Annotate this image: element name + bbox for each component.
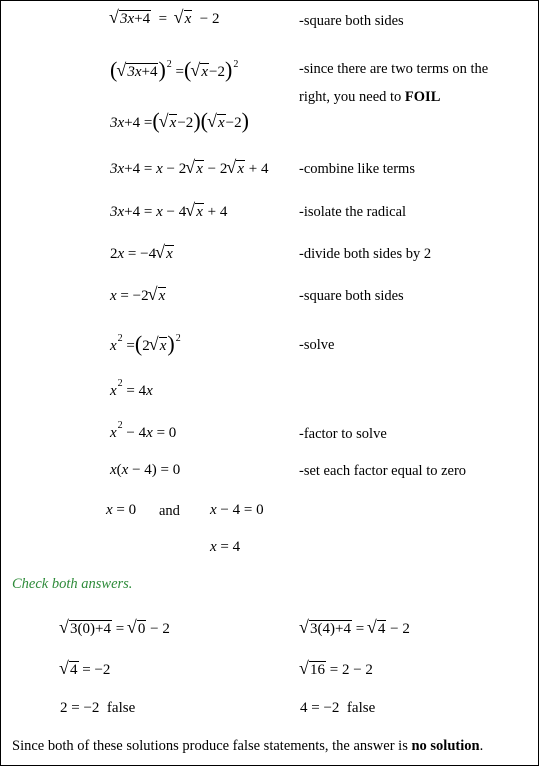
check-zero-substitution: √ 3(0)+4 = √ 0 − 2: [60, 620, 170, 638]
check-zero-simplified: √ 4 = −2: [60, 661, 110, 679]
step-note-prefix: right, you need to: [299, 89, 405, 105]
radical: √ x: [175, 10, 193, 28]
false-label: false: [346, 700, 376, 716]
step-note: -factor to solve: [299, 426, 387, 442]
step-note: -combine like terms: [299, 161, 415, 177]
conclusion-suffix: .: [479, 738, 484, 754]
check-zero-result: 2 = −2 false: [60, 700, 136, 716]
and-word: and: [159, 503, 180, 519]
step-note: -square both sides: [299, 13, 404, 29]
radical: √ x: [150, 337, 168, 355]
final-answer: no solution: [411, 738, 480, 754]
equation-combined: 3x+4 = x − 4√ x + 4: [110, 203, 227, 221]
check-four-substitution: √ 3(4)+4 = √ 4 − 2: [300, 620, 410, 638]
equation-factored: x(x − 4) = 0: [110, 462, 181, 478]
step-note: -square both sides: [299, 288, 404, 304]
solution-zero: x = 0: [106, 502, 137, 518]
check-four-result: 4 = −2 false: [300, 700, 376, 716]
step-note: -isolate the radical: [299, 204, 407, 220]
conclusion: [12, 738, 483, 755]
conclusion-prefix: Since both of these solutions produce false statements, the answer is: [12, 738, 412, 754]
check-four-simplified: √ 16 = 2 − 2: [300, 661, 373, 679]
equation-divided: x = −2√ x: [110, 287, 166, 305]
equation-squared-again: $x^2 =(2√$ x)$^2$: [110, 330, 181, 356]
radical: √ 4: [368, 620, 387, 638]
radical: √ 0: [128, 620, 147, 638]
radical: √ 3x+4: [110, 10, 151, 28]
radical: √ x: [208, 114, 226, 132]
step-note: -set each factor equal to zero: [299, 463, 467, 479]
step-note: -since there are two terms on the: [299, 61, 489, 77]
radical: √ x: [186, 203, 204, 221]
equation-foil: 3x+4 =(√ x−2)(√ x−2): [110, 107, 249, 133]
radical: √ 3(0)+4: [60, 620, 112, 638]
radical: √ 16: [300, 661, 326, 679]
equation-isolated: 2x = −4√ x: [110, 245, 174, 263]
equation-squared: (√ 3x+4)$^2$ =(√ x−2)$^2$: [110, 56, 238, 82]
foil-keyword: FOIL: [404, 89, 441, 105]
radical: √ 3x+4: [117, 63, 158, 81]
false-label: false: [106, 700, 136, 716]
radical: √ 4: [60, 661, 79, 679]
equation-standard-form: $x^2 - 4x = 0$: [110, 420, 177, 441]
radical: √ x: [160, 114, 178, 132]
step-note: -solve: [299, 337, 335, 353]
radical: √ 3(4)+4: [300, 620, 352, 638]
radical: √ x: [186, 160, 204, 178]
radical: √ x: [227, 160, 245, 178]
check-heading: Check both answers.: [12, 576, 133, 592]
radical: √ x: [191, 63, 209, 81]
radical: √ x: [156, 245, 174, 263]
equation-original: √ 3x+4 = √ x − 2: [110, 10, 220, 28]
radical: √ x: [149, 287, 167, 305]
factor-equation: x − 4 = 0: [210, 502, 264, 518]
step-note-continued: [299, 89, 440, 106]
step-note: -divide both sides by 2: [299, 246, 432, 262]
equation-quadratic: $x^2 = 4x$: [110, 378, 153, 399]
equation-expanded: 3x+4 = x − 2√ x − 2√ x + 4: [110, 160, 269, 178]
solution-four: x = 4: [210, 539, 241, 555]
